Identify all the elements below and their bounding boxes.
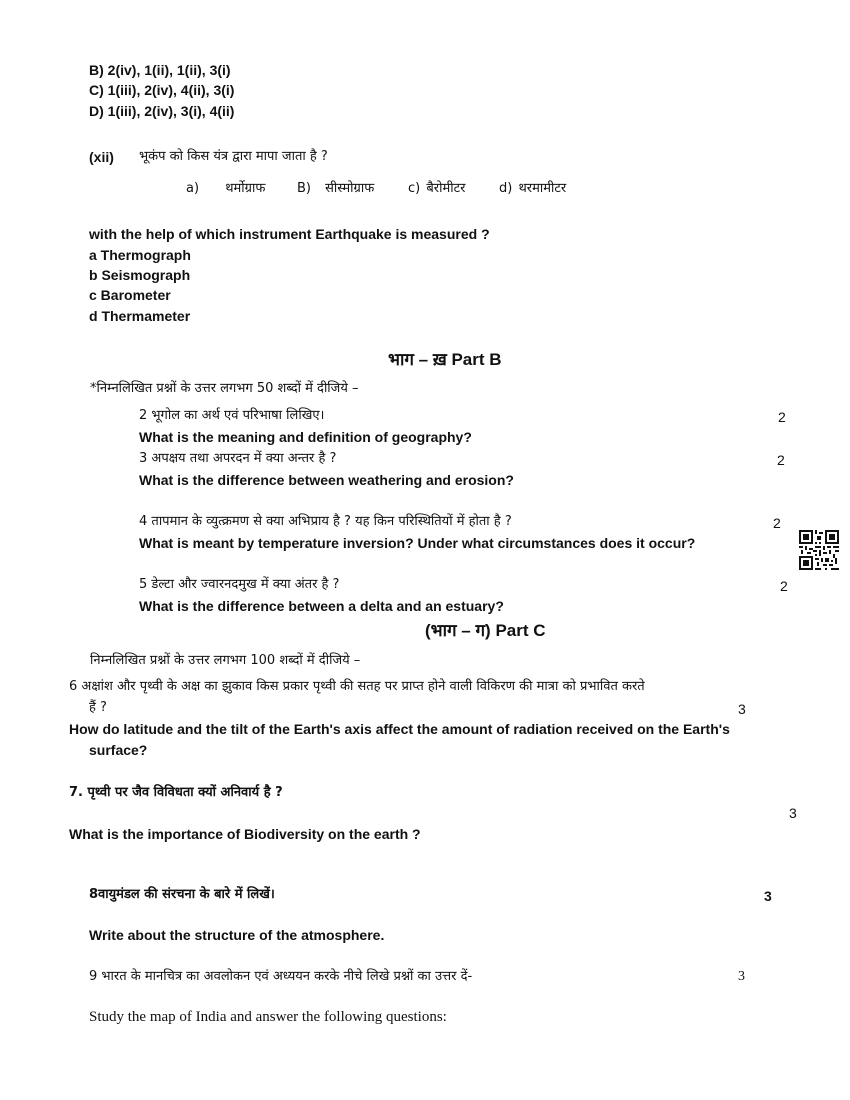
part-b-q4-hindi: 4 तापमान के व्युत्क्रमण से क्या अभिप्राय है ? यह किन परिस्थितियों में होता है ? [139,514,512,529]
option-b: B) 2(iv), 1(ii), 1(ii), 3(i) [89,62,231,78]
part-b-q3-english: What is the difference between weathering and erosion? [139,472,514,488]
part-c-q6-english-line2: surface? [89,742,148,758]
part-c-q8-hindi: 8वायुमंडल की संरचना के बारे में लिखें। [89,887,275,902]
part-c-q8-english: Write about the structure of the atmosphere. [89,927,385,943]
part-c-q7-marks: 3 [789,805,797,821]
part-c-q7-hindi: 7. पृथ्वी पर जैव विविधता क्यों अनिवार्य है ? [69,785,283,800]
part-b-q3-hindi: 3 अपक्षय तथा अपरदन में क्या अन्तर है ? [139,451,337,466]
part-b-q2-marks: 2 [778,409,786,425]
hindi-option-b [297,180,374,198]
question-hindi: भूकंप को किस यंत्र द्वारा मापा जाता है ? [139,149,328,164]
part-c-q6-hindi-line1: 6 अक्षांश और पृथ्वी के अक्ष का झुकाव किस प्रकार पृथ्वी की सतह पर प्राप्त होने वाली विकिरण की मात्रा को प्रभावित करते [69,679,645,694]
option-text: थर्मोग्राफ [225,181,266,196]
part-c-q9-marks: 3 [738,969,745,984]
part-c-q8-marks: 3 [764,888,772,904]
english-option-b: b Seismograph [89,267,191,283]
question-english: with the help of which instrument Earthquake is measured ? [89,226,490,242]
part-b-q4-english: What is meant by temperature inversion? Under what circumstances does it occur? [139,535,696,551]
option-letter: c) [408,181,421,196]
part-b-q5-english: What is the difference between a delta and an estuary? [139,598,504,614]
part-b-q2-english: What is the meaning and definition of geography? [139,429,472,445]
question-number: (xii) [89,149,114,165]
part-b-q4-marks: 2 [773,515,781,531]
option-letter: d) [499,181,513,196]
hindi-option-c [408,180,466,198]
part-b-heading: भाग – ख़ Part B [388,350,502,369]
part-b-q2-hindi: 2 भूगोल का अर्थ एवं परिभाषा लिखिए। [139,408,325,423]
part-c-q9-hindi: 9 भारत के मानचित्र का अवलोकन एवं अध्ययन करके नीचे लिखे प्रश्नों का उत्तर दें- [89,969,473,984]
option-text: बैरोमीटर [426,181,466,196]
part-c-q6-marks: 3 [738,701,746,717]
english-option-d: d Thermameter [89,308,191,324]
part-c-heading: (भाग – ग) Part C [425,621,546,640]
english-option-a: a Thermograph [89,247,191,263]
option-letter: B) [297,181,311,196]
part-b-q5-marks: 2 [780,578,788,594]
english-option-c: c Barometer [89,287,171,303]
part-c-q6-english-line1: How do latitude and the tilt of the Earth's axis affect the amount of radiation received on the Earth's [69,721,730,737]
part-c-instruction: निम्नलिखित प्रश्नों के उत्तर लगभग 100 शब्दों में दीजिये – [90,653,361,668]
hindi-option-a [186,180,265,198]
part-b-q5-hindi: 5 डेल्टा और ज्वारनदमुख में क्या अंतर है ? [139,577,340,592]
option-text: थरमामीटर [518,181,567,196]
option-text: सीस्मोग्राफ [325,181,375,196]
option-d: D) 1(iii), 2(iv), 3(i), 4(ii) [89,103,235,119]
part-c-q9-english: Study the map of India and answer the following questions: [89,1009,447,1025]
part-c-q6-hindi-line2: हैं ? [89,700,107,715]
option-letter: a) [186,181,200,196]
qr-code-icon [799,530,839,570]
part-b-instruction: *निम्नलिखित प्रश्नों के उत्तर लगभग 50 शब्दों में दीजिये – [90,381,359,396]
option-c: C) 1(iii), 2(iv), 4(ii), 3(i) [89,82,235,98]
part-b-q3-marks: 2 [777,452,785,468]
hindi-option-d [499,180,566,198]
part-c-q7-english: What is the importance of Biodiversity on the earth ? [69,826,421,842]
